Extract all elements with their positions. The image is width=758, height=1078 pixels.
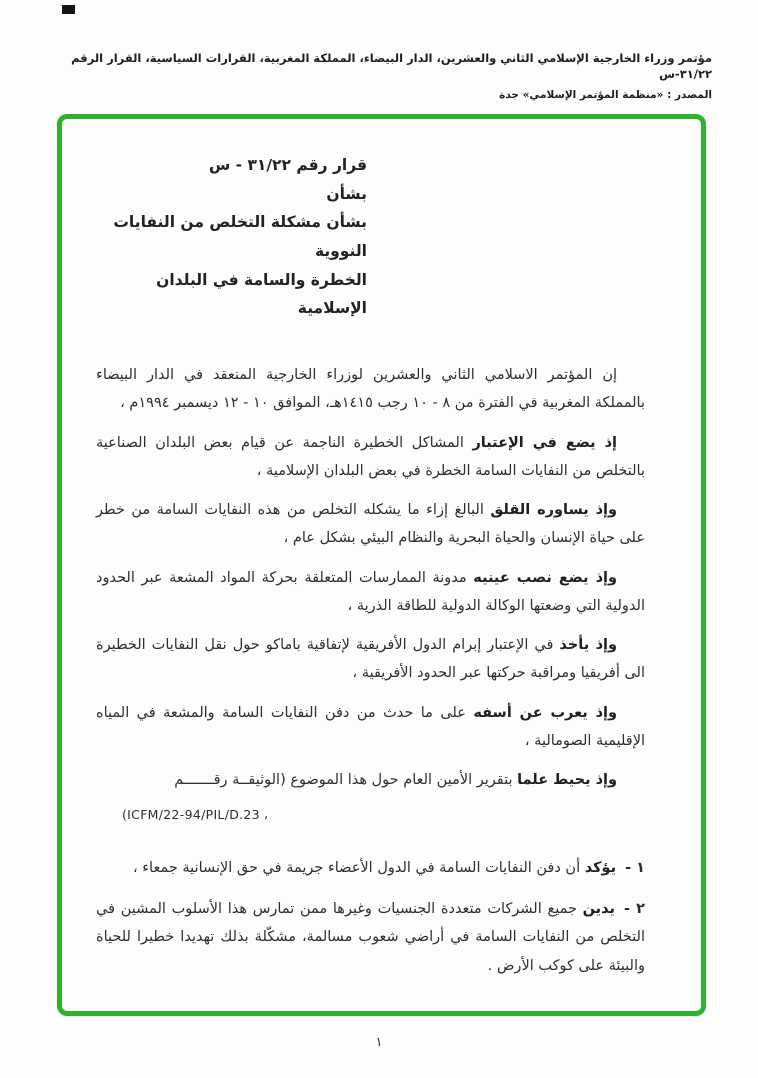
preamble-paragraph xyxy=(96,429,645,486)
paragraph-text: المشاكل الخطيرة الناجمة عن قيام بعض البلدان الصناعية بالتخلص من النفايات السامة الخطرة في بعض البلدان الإسلامية ، xyxy=(96,434,645,479)
resolution-title-block xyxy=(96,151,367,323)
preamble-paragraph xyxy=(96,564,645,621)
resolution-border-box xyxy=(57,114,706,1016)
resolution-subject-line2: الخطرة والسامة في البلدان الإسلامية xyxy=(156,270,367,318)
item-text: أن دفن النفايات السامة في الدول الأعضاء جريمة في حق الإنسانية جمعاء ، xyxy=(132,859,585,876)
preamble-paragraph xyxy=(96,766,645,794)
paragraph-lead: وإذ يعرب عن أسفه xyxy=(473,704,618,721)
preamble-paragraph xyxy=(96,361,645,418)
preamble-paragraph xyxy=(96,496,645,553)
page-number: ١ xyxy=(375,1035,383,1050)
resolution-number: قرار رقم ٣١/٢٢ - س xyxy=(208,156,367,174)
header-source-line: مؤتمر وزراء الخارجية الإسلامي الثاني والعشرين، الدار البيضاء، المملكة المغربية، القرارات السياسية، القرار الرقم ٣١/٢٢-س xyxy=(71,51,712,82)
paragraph-text: في الإعتبار إبرام الدول الأفريقية لإتفاقية باماكو حول نقل النفايات الخطيرة الى أفريقيا ومراقبة حركتها عبر الحدود الأفريقية ، xyxy=(96,637,645,682)
operative-items xyxy=(96,854,645,980)
document-header xyxy=(46,50,712,101)
preamble-paragraph xyxy=(96,699,645,756)
document-reference-comma: ، xyxy=(263,807,268,823)
item-text: جميع الشركات متعددة الجنسيات وغيرها ممن تمارس هذا الأسلوب المشين في التخلص من النفايات السامة في أراضي شعوب مسالمة، مشكّلة بذلك تهديدا خطيرا للحياة والبيئة على كوكب الأرض . xyxy=(96,901,645,974)
paragraph-text: على ما حدث من دفن النفايات السامة والمشعة في المياه الإقليمية الصومالية ، xyxy=(96,704,645,749)
paragraph-text: بتقرير الأمين العام حول هذا الموضوع (الوثيقــة رقـــــــم xyxy=(174,772,518,789)
item-lead: يؤكد xyxy=(584,859,617,876)
resolution-subject-line1: بشأن مشكلة التخلص من النفايات النووية xyxy=(113,213,367,261)
operative-item-2 xyxy=(96,895,645,980)
resolution-regarding: بشأن xyxy=(326,184,367,203)
operative-item-1 xyxy=(96,854,645,882)
paragraph-lead: وإذ يضع نصب عينيه xyxy=(473,569,617,586)
preamble-paragraph xyxy=(96,631,645,688)
item-number: ٢ - xyxy=(623,901,645,918)
item-number: ١ - xyxy=(625,859,645,876)
paragraph-lead: وإذ يأخذ xyxy=(559,637,617,654)
resolution-body xyxy=(62,119,701,1009)
scan-artifact-mark xyxy=(62,5,75,14)
paragraph-text: إن المؤتمر الاسلامي الثاني والعشرين لوزراء الخارجية المنعقد في الدار البيضاء بالمملكة المغربية في الفترة من ٨ - ١٠ رجب ١٤١٥هـ، الموافق ١٠ - ١٢ ديسمبر ١٩٩٤م ، xyxy=(96,367,645,412)
paragraph-lead: وإذ يحيط علما xyxy=(517,772,617,789)
paragraph-text: مدونة الممارسات المتعلقة بحركة المواد المشعة عبر الحدود الدولية التي وضعتها الوكالة الدولية للطاقة الذرية ، xyxy=(96,569,645,614)
paragraph-lead: وإذ يساوره القلق xyxy=(490,502,617,519)
item-lead: يدين xyxy=(582,901,615,918)
document-reference-line xyxy=(96,803,645,827)
paragraph-text: البالغ إزاء ما يشكله التخلص من هذه النفايات السامة من خطر على حياة الإنسان والحياة البحرية والنظام البيئي بشكل عام ، xyxy=(96,502,645,547)
document-reference-code: (ICFM/22-94/PIL/D.23 xyxy=(122,807,260,823)
header-publisher-line: المصدر : «منظمة المؤتمر الإسلامي» جدة xyxy=(499,89,712,102)
paragraph-lead: إذ يضع في الإعتبار xyxy=(472,434,617,451)
